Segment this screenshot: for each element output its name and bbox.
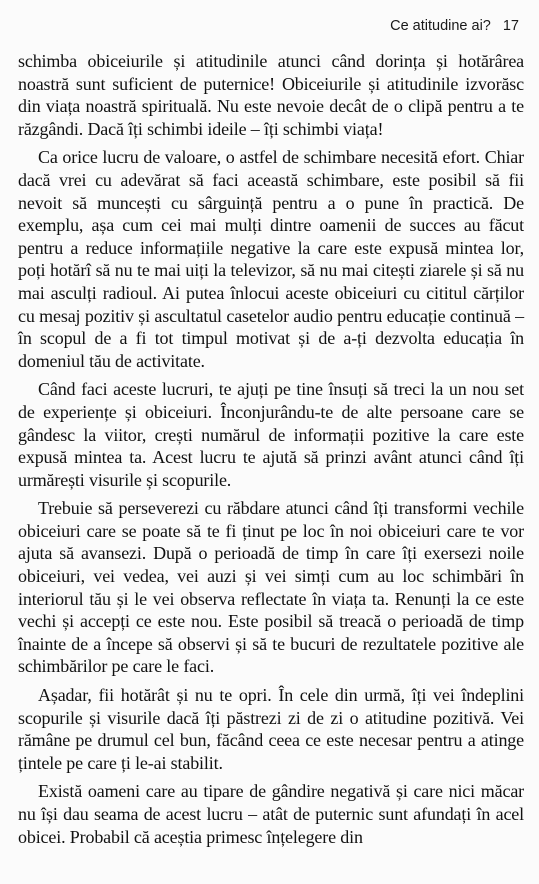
paragraph: Când faci aceste lucruri, te ajuți pe tine însuți să treci la un nou set de experiențe și obiceiuri. Înconjurându-te de alte persoane care se gândesc la viitor, crești numărul de informații pozitive la care este expusă mintea ta. Acest lucru te ajută să prinzi avânt atunci când îți urmărești visurile și scopurile. [18,379,524,490]
paragraph: Există oameni care au tipare de gândire negativă și care nici măcar nu își dau seama de acest lucru – atât de puternic sunt afundați în acel obicei. Probabil că aceștia primesc înțelegere din [18,781,524,847]
paragraph: Trebuie să perseverezi cu răbdare atunci când îți transformi vechile obiceiuri care se poate să te fi ținut pe loc în noi obiceiuri care te vor ajuta să avansezi. După o perioadă de timp în care îți exersezi noile obiceiuri, vei vedea, vei auzi și vei simți cum au loc schimbări în interiorul tău și le vei observa reflectate în viața ta. Renunți la ce este vechi și accepți ce este nou. Este posibil să treacă o perioadă de timp înainte de a începe să observi și să te bucuri de rezultatele pozitive ale schimbărilor pe care le faci. [18,498,524,677]
paragraph: schimba obiceiurile și atitudinile atunci când dorința și hotărârea noastră sunt suficient de puternice! Obiceiurile și atitudinile izvorăsc din viața noastră spirituală. Nu este nevoie decât de o clipă pentru a te răzgândi. Dacă îți schimbi ideile – îți schimbi viața! [18,51,524,139]
running-title: Ce atitudine ai? [390,18,491,34]
page-header [390,18,519,34]
page-number: 17 [502,18,519,34]
body-text [18,50,524,854]
paragraph: Ca orice lucru de valoare, o astfel de schimbare necesită efort. Chiar dacă vrei cu adevărat să faci această schimbare, este posibil să fii nevoit să muncești cu sârguință pentru a o pune în practică. De exemplu, așa cum cei mai mulți dintre oamenii de succes au făcut pentru a reduce informațiile negative la care este expusă mintea lor, poți hotărî să nu te mai uiți la televizor, să nu mai citești ziarele și să nu mai asculți radioul. Ai putea înlocui aceste obiceiuri cu cititul cărților cu mesaj pozitiv și ascultatul casetelor audio pentru educație continuă – în scopul de a fi tot timpul motivat și de a-ți dezvolta educația în domeniul tău de activitate. [18,147,524,371]
paragraph: Așadar, fii hotărât și nu te opri. În cele din urmă, îți vei îndeplini scopurile și visurile dacă îți păstrezi zi de zi o atitudine pozitivă. Vei rămâne pe drumul cel bun, făcând ceea ce este necesar pentru a atinge țintele pe care ți le-ai stabilit. [18,685,524,773]
